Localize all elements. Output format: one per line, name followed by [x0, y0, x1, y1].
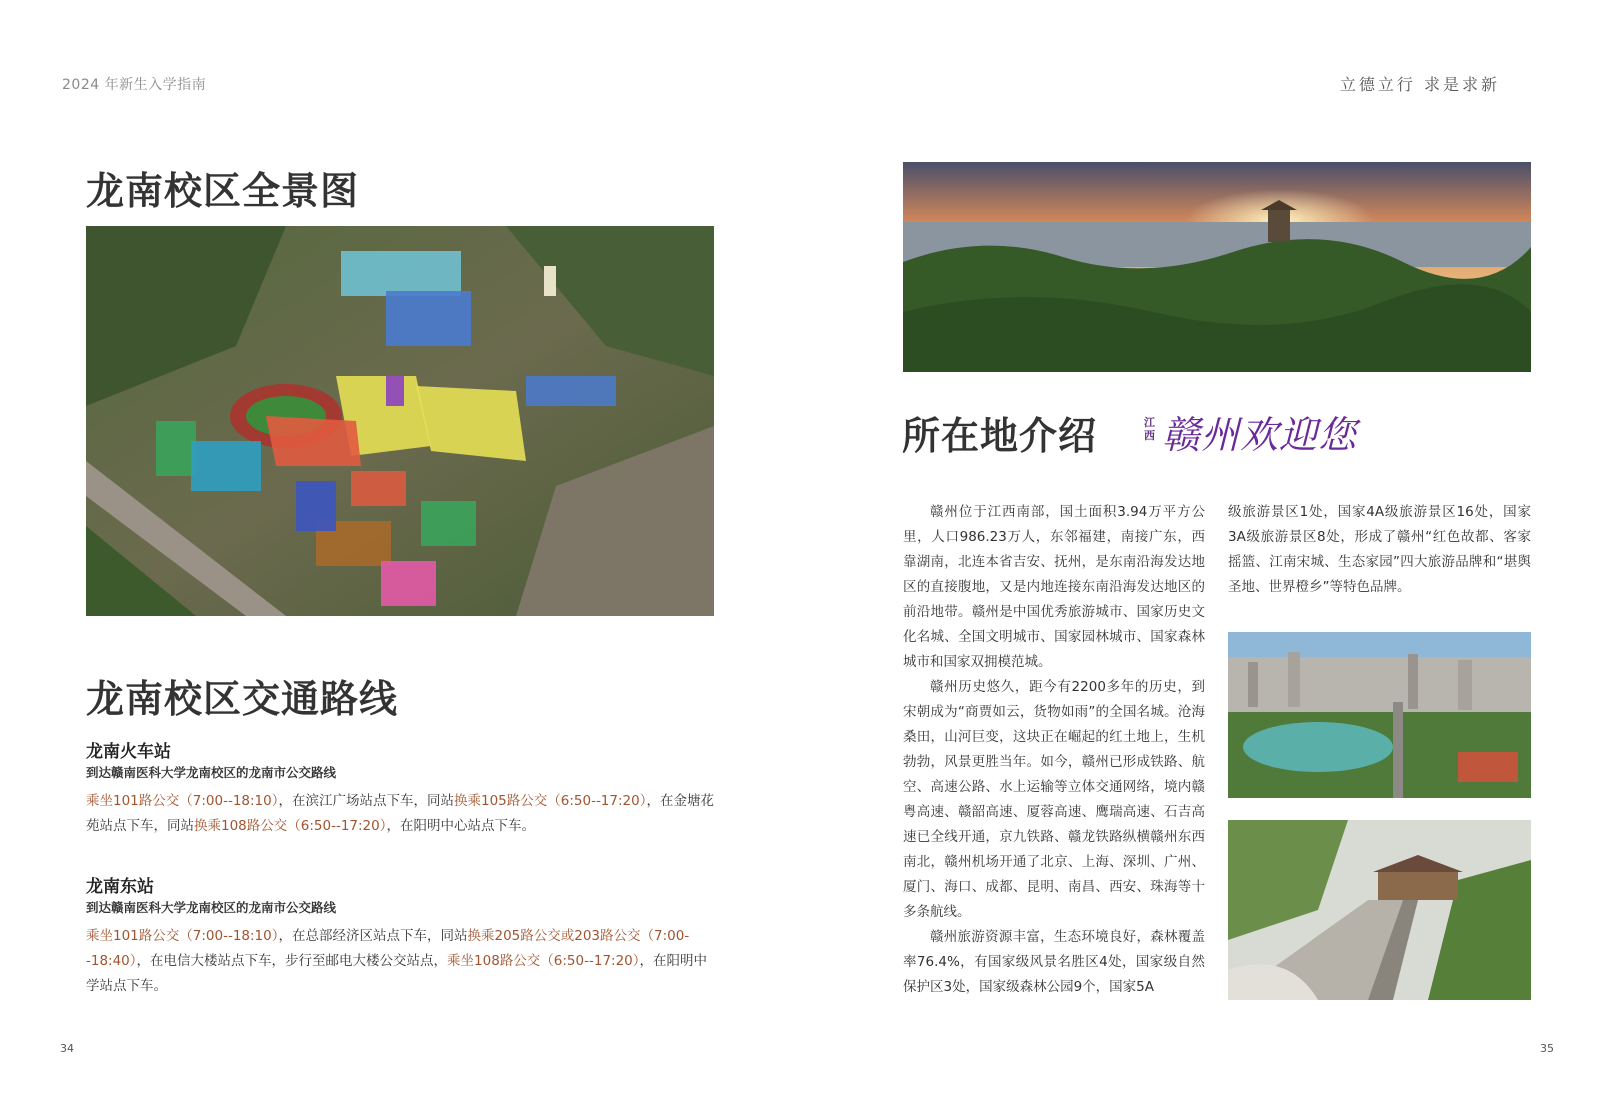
- page-number-right: 35: [1540, 1042, 1554, 1055]
- station-longnan-subtitle: 到达赣南医科大学龙南校区的龙南市公交路线: [86, 765, 337, 780]
- route-segment: ，在阳明中心站点下车。: [386, 818, 535, 834]
- route-segment: ，在滨江广场站点下车，同站: [278, 793, 454, 809]
- intro-paragraph: 赣州位于江西南部，国土面积3.94万平方公里，人口986.23万人，东邻福建，南接广东，西靠湖南，北连本省吉安、抚州，是东南沿海发达地区的直接腹地，又是内地连接东南沿海发达地区的前沿地带。赣州是中国优秀旅游城市、国家历史文化名城、全国文明城市、国家园林城市、国家森林城市和国家双拥模范城。: [903, 504, 1205, 670]
- campus-aerial-map-image: [86, 226, 714, 616]
- pavilion-sunset-photo: [903, 162, 1531, 372]
- welcome-calligraphy: 赣州欢迎您: [1162, 413, 1358, 457]
- route-segment: ，在阳明中学站点下车。: [86, 953, 708, 994]
- intro-column-2: [1228, 500, 1531, 600]
- route-segment: 乘坐101路公交（7:00--18:10）: [86, 793, 279, 809]
- station-longnan-east-route: [86, 924, 714, 999]
- route-segment: ，在总部经济区站点下车，同站: [278, 928, 468, 944]
- intro-paragraph: 赣州历史悠久，距今有2200多年的历史，到宋朝成为“商贾如云，货物如雨”的全国名城。沧海桑田，山河巨变，这块正在崛起的红土地上，生机勃勃，风景更胜当年。如今，赣州已形成铁路、航空、高速公路、水上运输等立体交通网络，境内赣粤高速、赣韶高速、厦蓉高速、鹰瑞高速、石吉高速已全线开通，京九铁路、赣龙铁路纵横赣州东西南北，赣州机场开通了北京、上海、深圳、广州、厦门、海口、成都、昆明、南昌、西安、珠海等十多条航线。: [903, 679, 1205, 920]
- page-number-left: 34: [60, 1042, 74, 1055]
- intro-column-1: [903, 500, 1205, 1000]
- ganzhou-welcome-logo: [1144, 402, 1358, 458]
- station-longnan-name: 龙南火车站: [86, 742, 171, 762]
- city-lake-photo: [1228, 632, 1531, 798]
- ancient-city-wall-photo: [1228, 820, 1531, 1000]
- route-segment: ，在金塘花苑站点下车，同站: [86, 793, 714, 834]
- route-segment: ，在电信大楼站点下车，步行至邮电大楼公交站点，: [136, 953, 448, 969]
- transport-title: 龙南校区交通路线: [86, 676, 399, 721]
- location-intro-title: 所在地介绍: [902, 413, 1098, 458]
- route-segment: 换乘105路公交（6:50--17:20）: [453, 793, 647, 809]
- intro-paragraph: 赣州旅游资源丰富，生态环境良好，森林覆盖率76.4%，有国家级风景名胜区4处，国家级自然保护区3处，国家级森林公园9个，国家5A: [903, 929, 1205, 995]
- route-segment: 乘坐101路公交（7:00--18:10）: [86, 928, 279, 944]
- header-motto: 立德立行 求是求新: [1339, 75, 1500, 94]
- station-longnan-route: [86, 789, 714, 839]
- route-segment: 换乘205路公交或203路公交（7:00--18:40）: [86, 928, 690, 969]
- station-longnan-east-subtitle: 到达赣南医科大学龙南校区的龙南市公交路线: [86, 900, 337, 915]
- station-longnan-east-name: 龙南东站: [86, 877, 154, 897]
- route-segment: 换乘108路公交（6:50--17:20）: [194, 818, 387, 834]
- intro-paragraph-continued: 级旅游景区1处，国家4A级旅游景区16处，国家3A级旅游景区8处，形成了赣州“红色故都、客家摇篮、江南宋城、生态家园”四大旅游品牌和“堪舆圣地、世界橙乡”等特色品牌。: [1228, 504, 1531, 595]
- welcome-tag: 江西: [1144, 416, 1155, 442]
- panorama-title: 龙南校区全景图: [86, 168, 360, 213]
- header-guide-title: 2024 年新生入学指南: [62, 77, 207, 93]
- route-segment: 乘坐108路公交（6:50--17:20）: [447, 953, 640, 969]
